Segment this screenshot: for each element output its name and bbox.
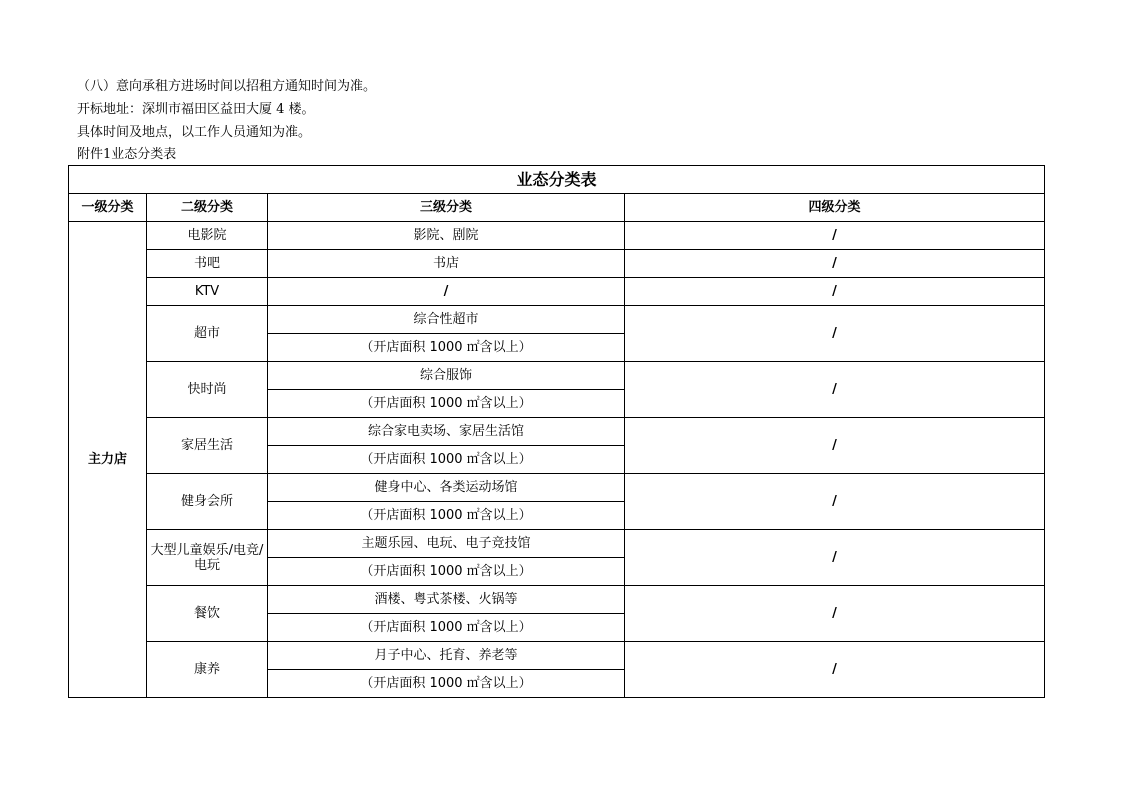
business-category-table <box>68 165 1045 698</box>
level4-cell: / <box>625 250 1045 278</box>
paragraph-time-location-note: 具体时间及地点，以工作人员通知为准。 <box>77 125 312 140</box>
level3-cell: 酒楼、粤式茶楼、火锅等 <box>268 586 625 614</box>
area-note-cell: （开店面积 1000 ㎡含以上） <box>268 670 625 698</box>
level4-cell: / <box>625 474 1045 530</box>
level4-cell: / <box>625 306 1045 362</box>
level4-cell: / <box>625 530 1045 586</box>
level3-cell: 综合服饰 <box>268 362 625 390</box>
level3-cell: 月子中心、托育、养老等 <box>268 642 625 670</box>
header-level4: 四级分类 <box>625 194 1045 222</box>
level2-cell: KTV <box>147 278 268 306</box>
table-row <box>69 530 1045 558</box>
area-note-cell: （开店面积 1000 ㎡含以上） <box>268 446 625 474</box>
level4-cell: / <box>625 642 1045 698</box>
table-row <box>69 586 1045 614</box>
level4-cell: / <box>625 586 1045 642</box>
level2-cell: 家居生活 <box>147 418 268 474</box>
level4-cell: / <box>625 418 1045 474</box>
level2-cell: 大型儿童娱乐/电竞/电玩 <box>147 530 268 586</box>
level2-cell: 电影院 <box>147 222 268 250</box>
table-row <box>69 362 1045 390</box>
level2-cell: 超市 <box>147 306 268 362</box>
level4-cell: / <box>625 278 1045 306</box>
header-level2: 二级分类 <box>147 194 268 222</box>
level4-cell: / <box>625 362 1045 418</box>
level4-cell: / <box>625 222 1045 250</box>
table-row <box>69 250 1045 278</box>
level3-cell: / <box>268 278 625 306</box>
level3-cell: 综合家电卖场、家居生活馆 <box>268 418 625 446</box>
level2-cell: 康养 <box>147 642 268 698</box>
header-level1: 一级分类 <box>69 194 147 222</box>
level2-cell: 书吧 <box>147 250 268 278</box>
table-row <box>69 474 1045 502</box>
level1-cell: 主力店 <box>69 222 147 698</box>
level3-cell: 综合性超市 <box>268 306 625 334</box>
paragraph-entry-time: （八）意向承租方进场时间以招租方通知时间为准。 <box>77 79 377 94</box>
table-title: 业态分类表 <box>69 166 1045 194</box>
table-row <box>69 642 1045 670</box>
area-note-cell: （开店面积 1000 ㎡含以上） <box>268 614 625 642</box>
level3-cell: 主题乐园、电玩、电子竞技馆 <box>268 530 625 558</box>
table-row <box>69 278 1045 306</box>
level3-cell: 健身中心、各类运动场馆 <box>268 474 625 502</box>
area-note-cell: （开店面积 1000 ㎡含以上） <box>268 558 625 586</box>
level3-cell: 影院、剧院 <box>268 222 625 250</box>
area-note-cell: （开店面积 1000 ㎡含以上） <box>268 390 625 418</box>
table-row <box>69 222 1045 250</box>
level2-cell: 快时尚 <box>147 362 268 418</box>
header-level3: 三级分类 <box>268 194 625 222</box>
table-row <box>69 306 1045 334</box>
level2-cell: 餐饮 <box>147 586 268 642</box>
table-row <box>69 418 1045 446</box>
paragraph-bid-address: 开标地址：深圳市福田区益田大厦 4 楼。 <box>77 102 315 117</box>
paragraph-attachment-caption: 附件1业态分类表 <box>77 147 177 162</box>
area-note-cell: （开店面积 1000 ㎡含以上） <box>268 334 625 362</box>
area-note-cell: （开店面积 1000 ㎡含以上） <box>268 502 625 530</box>
level2-cell: 健身会所 <box>147 474 268 530</box>
level3-cell: 书店 <box>268 250 625 278</box>
